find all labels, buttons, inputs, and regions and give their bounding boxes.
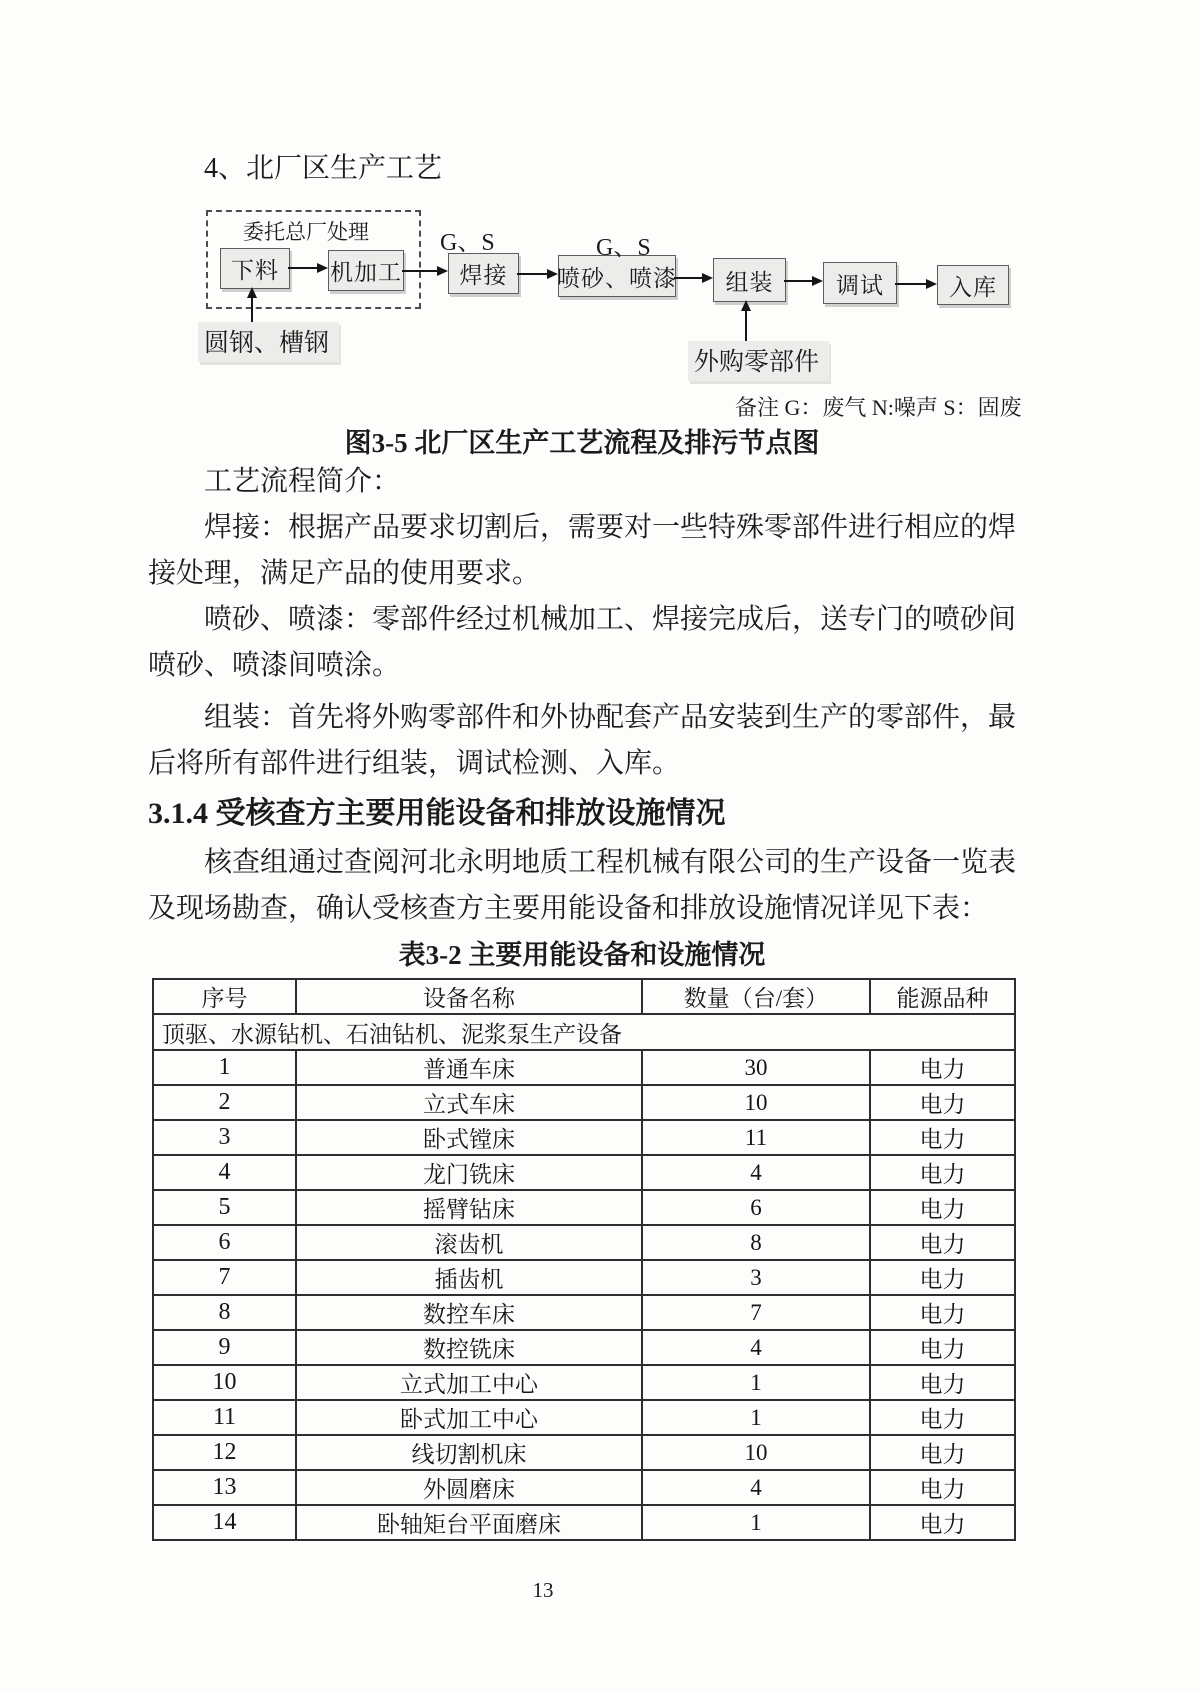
process-box-machining: 机加工 [328, 250, 404, 291]
gs-emission-label: G、S [440, 230, 495, 256]
cell-energy-type: 电力 [870, 1330, 1015, 1365]
cell-quantity: 4 [642, 1155, 870, 1190]
cell-seq: 2 [153, 1085, 296, 1120]
table-row [153, 1050, 1015, 1085]
header-device-name: 设备名称 [296, 979, 642, 1014]
cell-device-name: 插齿机 [296, 1260, 642, 1295]
table-row [153, 1085, 1015, 1120]
process-flow-diagram [0, 0, 1200, 430]
cell-seq: 12 [153, 1435, 296, 1470]
equipment-table [152, 978, 1016, 1541]
cell-energy-type: 电力 [870, 1120, 1015, 1155]
flow-arrow-icon [784, 280, 821, 282]
cell-energy-type: 电力 [870, 1225, 1015, 1260]
flow-arrow-icon [288, 267, 326, 269]
table-row [153, 1260, 1015, 1295]
cell-quantity: 7 [642, 1295, 870, 1330]
cell-quantity: 10 [642, 1435, 870, 1470]
table-row [153, 1225, 1015, 1260]
raw-material-label: 圆钢、槽钢 [198, 322, 339, 362]
table-row [153, 1190, 1015, 1225]
cell-energy-type: 电力 [870, 1365, 1015, 1400]
table-row [153, 1120, 1015, 1155]
table-row [153, 1365, 1015, 1400]
cell-seq: 9 [153, 1330, 296, 1365]
paragraph-process-intro: 工艺流程简介： [204, 466, 401, 497]
cell-energy-type: 电力 [870, 1435, 1015, 1470]
cell-seq: 10 [153, 1365, 296, 1400]
table-row [153, 1295, 1015, 1330]
cell-quantity: 4 [642, 1330, 870, 1365]
process-box-warehousing: 入库 [937, 265, 1009, 305]
process-box-welding: 焊接 [448, 253, 519, 294]
paragraph-welding: 焊接：根据产品要求切割后，需要对一些特殊零部件进行相应的焊接处理，满足产品的使用要求。 [148, 512, 1017, 589]
flow-arrow-icon [674, 277, 711, 279]
cell-energy-type: 电力 [870, 1470, 1015, 1505]
cell-device-name: 数控车床 [296, 1295, 642, 1330]
table-row [153, 1330, 1015, 1365]
cell-quantity: 30 [642, 1050, 870, 1085]
cell-device-name: 线切割机床 [296, 1435, 642, 1470]
cell-device-name: 外圆磨床 [296, 1470, 642, 1505]
cell-energy-type: 电力 [870, 1400, 1015, 1435]
cell-energy-type: 电力 [870, 1085, 1015, 1120]
cell-seq: 11 [153, 1400, 296, 1435]
cell-device-name: 普通车床 [296, 1050, 642, 1085]
cell-device-name: 立式车床 [296, 1085, 642, 1120]
cell-quantity: 1 [642, 1365, 870, 1400]
group-row-label: 顶驱、水源钻机、石油钻机、泥浆泵生产设备 [153, 1014, 1015, 1050]
cell-quantity: 11 [642, 1120, 870, 1155]
cell-device-name: 卧轴矩台平面磨床 [296, 1505, 642, 1540]
page-number: 13 [532, 1578, 554, 1602]
cell-quantity: 1 [642, 1505, 870, 1540]
input-arrow-icon [251, 289, 253, 325]
cell-seq: 14 [153, 1505, 296, 1540]
cell-seq: 1 [153, 1050, 296, 1085]
paragraph-survey: 核查组通过查阅河北永明地质工程机械有限公司的生产设备一览表及现场勘查，确认受核查方主要用能设备和排放设施情况详见下表： [148, 847, 1017, 924]
process-box-cutting: 下料 [220, 248, 290, 289]
cell-device-name: 数控铣床 [296, 1330, 642, 1365]
cell-quantity: 10 [642, 1085, 870, 1120]
cell-quantity: 1 [642, 1400, 870, 1435]
process-box-assembly: 组装 [713, 258, 786, 302]
cell-device-name: 卧式加工中心 [296, 1400, 642, 1435]
section-heading-3-1-4: 3.1.4 受核查方主要用能设备和排放设施情况 [148, 797, 726, 830]
header-quantity: 数量（台/套） [642, 979, 870, 1014]
cell-seq: 13 [153, 1470, 296, 1505]
cell-device-name: 摇臂钻床 [296, 1190, 642, 1225]
cell-energy-type: 电力 [870, 1505, 1015, 1540]
table-row [153, 1470, 1015, 1505]
cell-energy-type: 电力 [870, 1155, 1015, 1190]
cell-device-name: 龙门铣床 [296, 1155, 642, 1190]
cell-quantity: 6 [642, 1190, 870, 1225]
cell-device-name: 卧式镗床 [296, 1120, 642, 1155]
cell-seq: 3 [153, 1120, 296, 1155]
table-group-row [153, 1014, 1015, 1050]
cell-seq: 7 [153, 1260, 296, 1295]
process-box-sandblast-paint: 喷砂、喷漆 [558, 255, 676, 297]
table-row [153, 1435, 1015, 1470]
flow-arrow-icon [895, 283, 935, 285]
diagram-note: 备注 G：废气 N:噪声 S：固废 [735, 395, 1022, 420]
table-row [153, 1155, 1015, 1190]
cell-seq: 4 [153, 1155, 296, 1190]
cell-device-name: 立式加工中心 [296, 1365, 642, 1400]
cell-quantity: 8 [642, 1225, 870, 1260]
cell-energy-type: 电力 [870, 1050, 1015, 1085]
outsourced-label: 委托总厂处理 [243, 220, 369, 244]
cell-energy-type: 电力 [870, 1190, 1015, 1225]
cell-energy-type: 电力 [870, 1260, 1015, 1295]
cell-quantity: 3 [642, 1260, 870, 1295]
process-box-debugging: 调试 [823, 262, 897, 304]
cell-seq: 6 [153, 1225, 296, 1260]
header-energy-type: 能源品种 [870, 979, 1015, 1014]
cell-device-name: 滚齿机 [296, 1225, 642, 1260]
paragraph-assembly: 组装：首先将外购零部件和外协配套产品安装到生产的零部件，最后将所有部件进行组装，调试检测、入库。 [148, 702, 1017, 779]
flow-arrow-icon [402, 270, 446, 272]
section-heading-north-plant: 4、北厂区生产工艺 [204, 153, 443, 184]
cell-seq: 8 [153, 1295, 296, 1330]
table-header-row [153, 979, 1015, 1014]
purchased-parts-label: 外购零部件 [688, 341, 829, 381]
table-row [153, 1400, 1015, 1435]
header-seq: 序号 [153, 979, 296, 1014]
paragraph-spraying: 喷砂、喷漆：零部件经过机械加工、焊接完成后，送专门的喷砂间喷砂、喷漆间喷涂。 [148, 604, 1017, 681]
cell-energy-type: 电力 [870, 1295, 1015, 1330]
figure-caption: 图3-5 北厂区生产工艺流程及排污节点图 [344, 428, 820, 458]
cell-quantity: 4 [642, 1470, 870, 1505]
input-arrow-icon [745, 302, 747, 341]
gs-emission-label: G、S [596, 235, 651, 261]
table-caption: 表3-2 主要用能设备和设施情况 [398, 940, 766, 970]
cell-seq: 5 [153, 1190, 296, 1225]
flow-arrow-icon [517, 273, 556, 275]
table-row [153, 1505, 1015, 1540]
